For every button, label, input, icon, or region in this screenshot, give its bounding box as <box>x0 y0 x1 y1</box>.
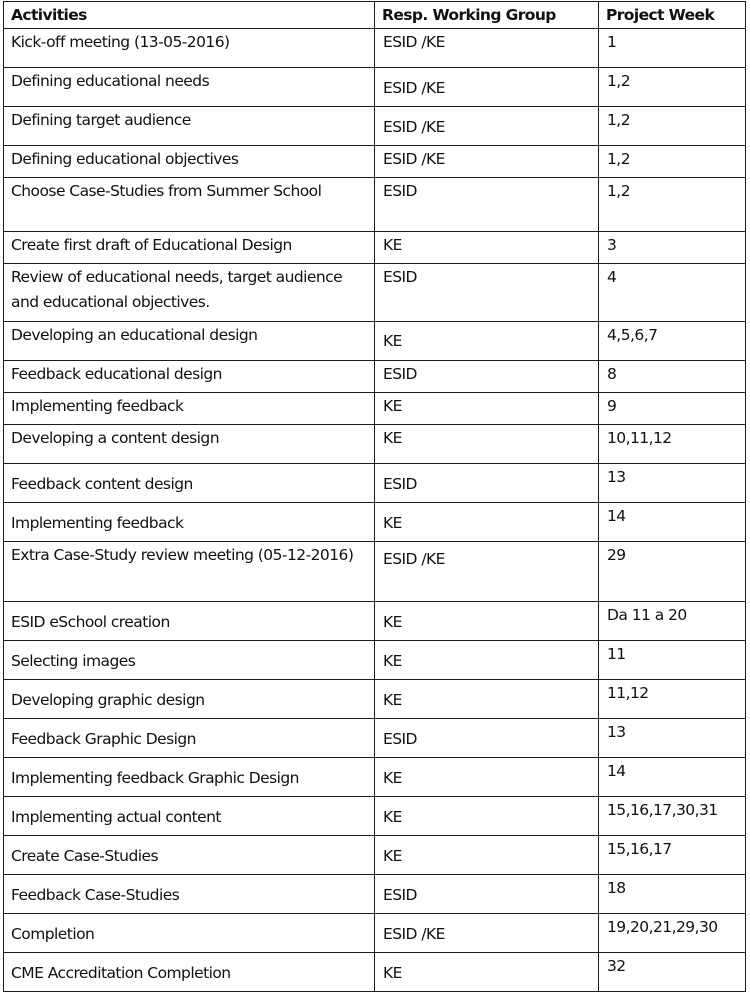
cell-working-group: KE <box>375 641 599 680</box>
cell-project-week: 10,11,12 <box>599 425 746 464</box>
cell-working-group: ESID <box>375 361 599 393</box>
table-row <box>4 836 746 875</box>
cell-working-group: KE <box>375 680 599 719</box>
table-row <box>4 464 746 503</box>
table-row <box>4 264 746 322</box>
cell-activity: Defining educational objectives <box>4 146 375 178</box>
cell-activity: Selecting images <box>4 641 375 680</box>
cell-project-week: 14 <box>599 503 746 542</box>
cell-working-group: KE <box>375 836 599 875</box>
cell-project-week: 1,2 <box>599 107 746 146</box>
cell-working-group: ESID <box>375 264 599 322</box>
cell-working-group: KE <box>375 232 599 264</box>
cell-project-week: 9 <box>599 393 746 425</box>
cell-working-group: KE <box>375 393 599 425</box>
cell-activity: Implementing actual content <box>4 797 375 836</box>
cell-project-week: 1,2 <box>599 68 746 107</box>
cell-working-group: KE <box>375 425 599 464</box>
cell-project-week: 4,5,6,7 <box>599 322 746 361</box>
header-activities: Activities <box>4 2 375 29</box>
cell-working-group: ESID /KE <box>375 542 599 602</box>
cell-activity: Kick-off meeting (13-05-2016) <box>4 29 375 68</box>
cell-activity: Developing a content design <box>4 425 375 464</box>
table-row <box>4 953 746 992</box>
cell-activity: Developing graphic design <box>4 680 375 719</box>
cell-project-week: 4 <box>599 264 746 322</box>
cell-activity: Feedback Case-Studies <box>4 875 375 914</box>
cell-activity: Create Case-Studies <box>4 836 375 875</box>
cell-project-week: 29 <box>599 542 746 602</box>
cell-activity: ESID eSchool creation <box>4 602 375 641</box>
table-row <box>4 232 746 264</box>
cell-project-week: 13 <box>599 464 746 503</box>
cell-working-group: ESID <box>375 875 599 914</box>
cell-working-group: KE <box>375 322 599 361</box>
cell-activity: CME Accreditation Completion <box>4 953 375 992</box>
cell-working-group: KE <box>375 953 599 992</box>
cell-activity: Implementing feedback Graphic Design <box>4 758 375 797</box>
cell-activity: Implementing feedback <box>4 503 375 542</box>
table-row <box>4 503 746 542</box>
cell-project-week: 18 <box>599 875 746 914</box>
table-row <box>4 797 746 836</box>
table-row <box>4 146 746 178</box>
cell-activity: Implementing feedback <box>4 393 375 425</box>
cell-working-group: ESID /KE <box>375 914 599 953</box>
cell-activity: Feedback Graphic Design <box>4 719 375 758</box>
project-schedule-table <box>3 1 746 992</box>
header-project-week: Project Week <box>599 2 746 29</box>
table-row <box>4 602 746 641</box>
table-row <box>4 680 746 719</box>
table-row <box>4 719 746 758</box>
table-row <box>4 107 746 146</box>
cell-project-week: 14 <box>599 758 746 797</box>
cell-activity: Choose Case-Studies from Summer School <box>4 178 375 232</box>
cell-project-week: 1,2 <box>599 178 746 232</box>
cell-project-week: 3 <box>599 232 746 264</box>
table-row <box>4 178 746 232</box>
table-row <box>4 29 746 68</box>
cell-activity: Review of educational needs, target audience and educational objectives. <box>4 264 375 322</box>
cell-working-group: ESID /KE <box>375 107 599 146</box>
table-row <box>4 393 746 425</box>
table-row <box>4 914 746 953</box>
cell-working-group: KE <box>375 758 599 797</box>
cell-project-week: 11,12 <box>599 680 746 719</box>
cell-activity: Completion <box>4 914 375 953</box>
cell-project-week: 1 <box>599 29 746 68</box>
cell-activity: Developing an educational design <box>4 322 375 361</box>
cell-activity: Feedback educational design <box>4 361 375 393</box>
cell-project-week: 19,20,21,29,30 <box>599 914 746 953</box>
cell-project-week: 32 <box>599 953 746 992</box>
cell-project-week: Da 11 a 20 <box>599 602 746 641</box>
cell-project-week: 8 <box>599 361 746 393</box>
cell-activity: Create first draft of Educational Design <box>4 232 375 264</box>
cell-working-group: KE <box>375 797 599 836</box>
cell-project-week: 15,16,17,30,31 <box>599 797 746 836</box>
table-row <box>4 641 746 680</box>
table-row <box>4 361 746 393</box>
cell-working-group: ESID /KE <box>375 29 599 68</box>
cell-activity: Extra Case-Study review meeting (05-12-2016) <box>4 542 375 602</box>
table-row <box>4 542 746 602</box>
cell-project-week: 1,2 <box>599 146 746 178</box>
cell-activity: Defining target audience <box>4 107 375 146</box>
table-row <box>4 875 746 914</box>
cell-working-group: ESID /KE <box>375 68 599 107</box>
header-working-group: Resp. Working Group <box>375 2 599 29</box>
cell-activity: Defining educational needs <box>4 68 375 107</box>
cell-project-week: 15,16,17 <box>599 836 746 875</box>
cell-working-group: KE <box>375 503 599 542</box>
table-row <box>4 322 746 361</box>
table-row <box>4 758 746 797</box>
table-row <box>4 425 746 464</box>
cell-working-group: ESID /KE <box>375 146 599 178</box>
cell-working-group: ESID <box>375 178 599 232</box>
cell-working-group: ESID <box>375 719 599 758</box>
cell-working-group: KE <box>375 602 599 641</box>
cell-working-group: ESID <box>375 464 599 503</box>
table-header-row <box>4 2 746 29</box>
cell-activity: Feedback content design <box>4 464 375 503</box>
table-row <box>4 68 746 107</box>
cell-project-week: 13 <box>599 719 746 758</box>
cell-project-week: 11 <box>599 641 746 680</box>
